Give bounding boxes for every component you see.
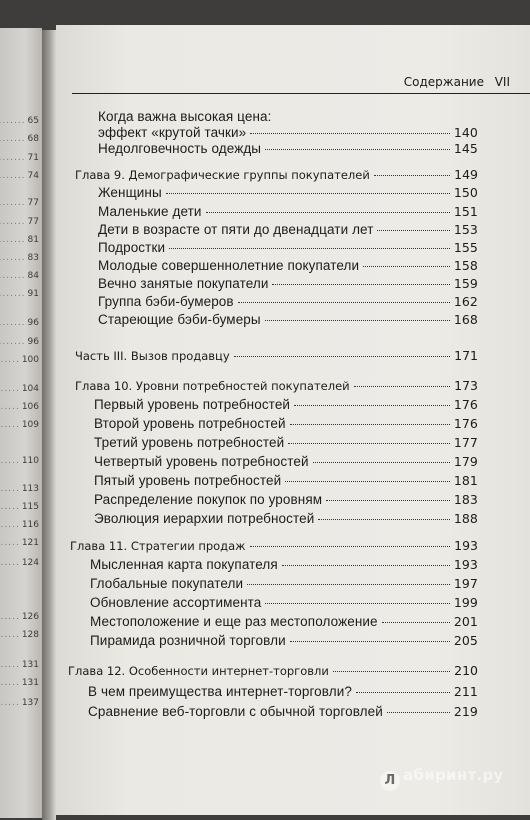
left-page-number: ..... 124 <box>0 558 39 568</box>
toc-entry <box>88 684 478 699</box>
toc-chapter-page: 173 <box>454 378 478 393</box>
dot-leader <box>387 712 450 713</box>
toc-entry <box>98 258 478 273</box>
toc-entry-page: 197 <box>453 576 478 591</box>
toc-entry-title: Первый уровень потребностей <box>94 397 291 412</box>
left-page-number: ..... 100 <box>0 355 39 365</box>
toc-entry <box>98 141 478 156</box>
toc-entry-title: Распределение покупок по уровням <box>94 492 323 507</box>
toc-entry-page: 162 <box>453 294 478 309</box>
toc-entry <box>94 511 478 526</box>
toc-chapter-title: Глава 10. Уровни потребностей покупателей <box>75 379 350 393</box>
toc-entry-page: 183 <box>453 492 478 507</box>
dot-leader <box>250 133 450 134</box>
toc-entry-page: 176 <box>453 397 478 412</box>
dot-leader <box>234 356 450 357</box>
toc-entry-title: Местоположение и еще раз местоположение <box>90 614 378 629</box>
dot-leader <box>265 603 449 604</box>
toc-entry-page: 150 <box>453 185 478 200</box>
dot-leader <box>285 481 450 482</box>
dot-leader <box>382 622 450 623</box>
left-page-number: ..... 84 <box>0 271 39 281</box>
toc-entry-page: 179 <box>453 454 478 469</box>
dot-leader <box>356 692 450 693</box>
dot-leader <box>363 266 450 267</box>
toc-entry <box>94 435 478 450</box>
toc-entry-page: 181 <box>453 473 478 488</box>
dot-leader <box>288 443 450 444</box>
toc-entry-page: 159 <box>453 276 478 291</box>
left-page-number: ..... 121 <box>0 538 39 548</box>
toc-entry-title: В чем преимущества интернет-торговли? <box>88 684 352 699</box>
toc-entry-title: Маленькие дети <box>98 204 202 219</box>
left-page-number: ..... 131 <box>0 678 39 688</box>
toc-entry <box>98 125 478 140</box>
toc-entry <box>94 473 478 488</box>
dot-leader <box>169 248 450 249</box>
toc-entry <box>94 492 478 507</box>
toc-chapter <box>68 663 478 678</box>
toc-entry-title: Когда важна высокая цена: <box>98 109 272 124</box>
dot-leader <box>326 500 450 501</box>
dot-leader <box>206 212 450 213</box>
toc-entry-page: 158 <box>453 258 478 273</box>
toc-entry-title: Стареющие бэби-бумеры <box>98 312 261 327</box>
dot-leader <box>282 565 450 566</box>
toc-entry-page: 201 <box>453 614 478 629</box>
toc-entry <box>88 704 478 719</box>
dot-leader <box>265 149 450 150</box>
running-header <box>72 73 530 94</box>
toc-entry-title: Эволюция иерархии потребностей <box>94 511 315 526</box>
toc-entry <box>90 557 478 572</box>
left-page-number: ..... 113 <box>0 484 39 494</box>
toc-part-page: 171 <box>454 348 478 363</box>
left-page-number: ..... 96 <box>0 337 39 347</box>
toc-entry <box>98 312 478 327</box>
toc-entry-title: Дети в возрасте от пяти до двенадцати лет <box>98 222 374 237</box>
toc-entry-page: 177 <box>453 435 478 450</box>
left-page-number: ..... 68 <box>0 134 39 144</box>
dot-leader <box>247 584 450 585</box>
toc-chapter <box>75 167 478 182</box>
toc-chapter-page: 149 <box>454 167 478 182</box>
dot-leader <box>333 671 450 672</box>
toc-entry-title: Молодые совершеннолетние покупатели <box>98 258 360 273</box>
toc-entry-page: 211 <box>453 684 478 699</box>
toc-entry <box>94 454 478 469</box>
toc-entry-title: Пятый уровень потребностей <box>94 473 282 488</box>
toc-entry <box>90 633 478 648</box>
toc-entry-title: Обновление ассортимента <box>90 595 262 610</box>
watermark <box>380 766 504 791</box>
dot-leader <box>374 175 450 176</box>
toc-entry-title: Женщины <box>98 185 162 200</box>
toc-entry-title: Пирамида розничной торговли <box>90 633 286 648</box>
toc-entry-title: эффект «крутой тачки» <box>98 125 247 140</box>
toc-entry-page: 168 <box>453 312 478 327</box>
toc-entry-page: 199 <box>453 595 478 610</box>
toc-chapter <box>75 378 478 393</box>
toc-entry <box>90 595 478 610</box>
toc-chapter-title: Глава 9. Демографические группы покупателей <box>75 168 370 182</box>
toc-chapter-page: 210 <box>454 663 478 678</box>
toc-part-title: Часть III. Вызов продавцу <box>75 349 230 363</box>
toc-entry-page: 219 <box>453 704 478 719</box>
header-title: Содержание <box>403 75 484 89</box>
left-page-number: ..... 131 <box>0 660 39 670</box>
dot-leader <box>313 462 450 463</box>
toc-entry <box>94 416 478 431</box>
dot-leader <box>377 230 449 231</box>
left-page-number: ..... 81 <box>0 235 39 245</box>
dot-leader <box>250 546 451 547</box>
dot-leader <box>265 320 450 321</box>
left-page-number: ..... 77 <box>0 198 39 208</box>
left-page-number: ..... 109 <box>0 420 39 430</box>
toc-entry-page: 155 <box>453 240 478 255</box>
toc-entry-title: Мысленная карта покупателя <box>90 557 278 572</box>
toc-entry <box>98 204 478 219</box>
toc-entry-page: 140 <box>453 125 478 140</box>
toc-entry-title: Группа бэби-бумеров <box>98 294 234 309</box>
toc-chapter-title: Глава 11. Стратегии продаж <box>70 539 246 553</box>
left-page-number: ..... 71 <box>0 153 39 163</box>
toc-entry <box>90 576 478 591</box>
toc-entry-page: 205 <box>453 633 478 648</box>
toc-entry-title: Вечно занятые покупатели <box>98 276 269 291</box>
dot-leader <box>354 386 450 387</box>
left-page-number: ..... 126 <box>0 612 39 622</box>
dot-leader <box>272 284 449 285</box>
left-page-number: ..... 116 <box>0 520 39 530</box>
dot-leader <box>294 405 450 406</box>
dot-leader <box>290 424 450 425</box>
book-gutter <box>42 30 56 820</box>
toc-entry <box>98 222 478 237</box>
left-page-number: ..... 137 <box>0 698 39 708</box>
toc-entry <box>94 397 478 412</box>
toc-entry-title: Подростки <box>98 240 166 255</box>
toc-entry-page: 145 <box>453 141 478 156</box>
toc-entry <box>98 240 478 255</box>
toc-chapter-title: Глава 12. Особенности интернет-торговли <box>68 664 329 678</box>
left-page-number: ..... 91 <box>0 289 39 299</box>
toc-chapter <box>70 538 478 553</box>
left-page-number: ..... 83 <box>0 253 39 263</box>
toc-entry-page: 153 <box>453 222 478 237</box>
toc-entry-title: Второй уровень потребностей <box>94 416 286 431</box>
toc-part <box>75 348 478 363</box>
watermark-text: абиринт.ру <box>403 766 504 784</box>
toc-entry-title: Третий уровень потребностей <box>94 435 285 450</box>
left-page-number: ..... 77 <box>0 217 39 227</box>
left-page-edge <box>0 28 42 818</box>
left-page-number: ..... 74 <box>0 171 39 181</box>
left-page-number: ..... 96 <box>0 318 39 328</box>
toc-entry-title: Недолговечность одежды <box>98 141 262 156</box>
toc-entry-title: Четвертый уровень потребностей <box>94 454 309 469</box>
toc-entry-title: Сравнение веб-торговли с обычной торговлей <box>88 704 383 719</box>
left-page-number: ..... 65 <box>0 116 39 126</box>
toc-chapter-page: 193 <box>454 538 478 553</box>
left-page-number: ..... 128 <box>0 630 39 640</box>
dot-leader <box>290 641 450 642</box>
header-page-number: VII <box>494 75 510 89</box>
toc-entry-page: 188 <box>453 511 478 526</box>
labirint-logo-icon: Л <box>380 771 400 791</box>
toc-entry-page: 151 <box>453 204 478 219</box>
dot-leader <box>238 302 450 303</box>
toc-entry-title: Глобальные покупатели <box>90 576 244 591</box>
toc-entry <box>98 276 478 291</box>
toc-entry-page: 193 <box>453 557 478 572</box>
toc-entry <box>98 109 478 124</box>
left-page-number: ..... 104 <box>0 384 39 394</box>
toc-entry <box>90 614 478 629</box>
dot-leader <box>166 193 450 194</box>
toc-entry-page: 176 <box>453 416 478 431</box>
left-page-number: ..... 115 <box>0 502 39 512</box>
left-page-number: ..... 106 <box>0 402 39 412</box>
toc-entry <box>98 294 478 309</box>
left-page-number: ..... 110 <box>0 456 39 466</box>
toc-entry <box>98 185 478 200</box>
dot-leader <box>318 519 449 520</box>
